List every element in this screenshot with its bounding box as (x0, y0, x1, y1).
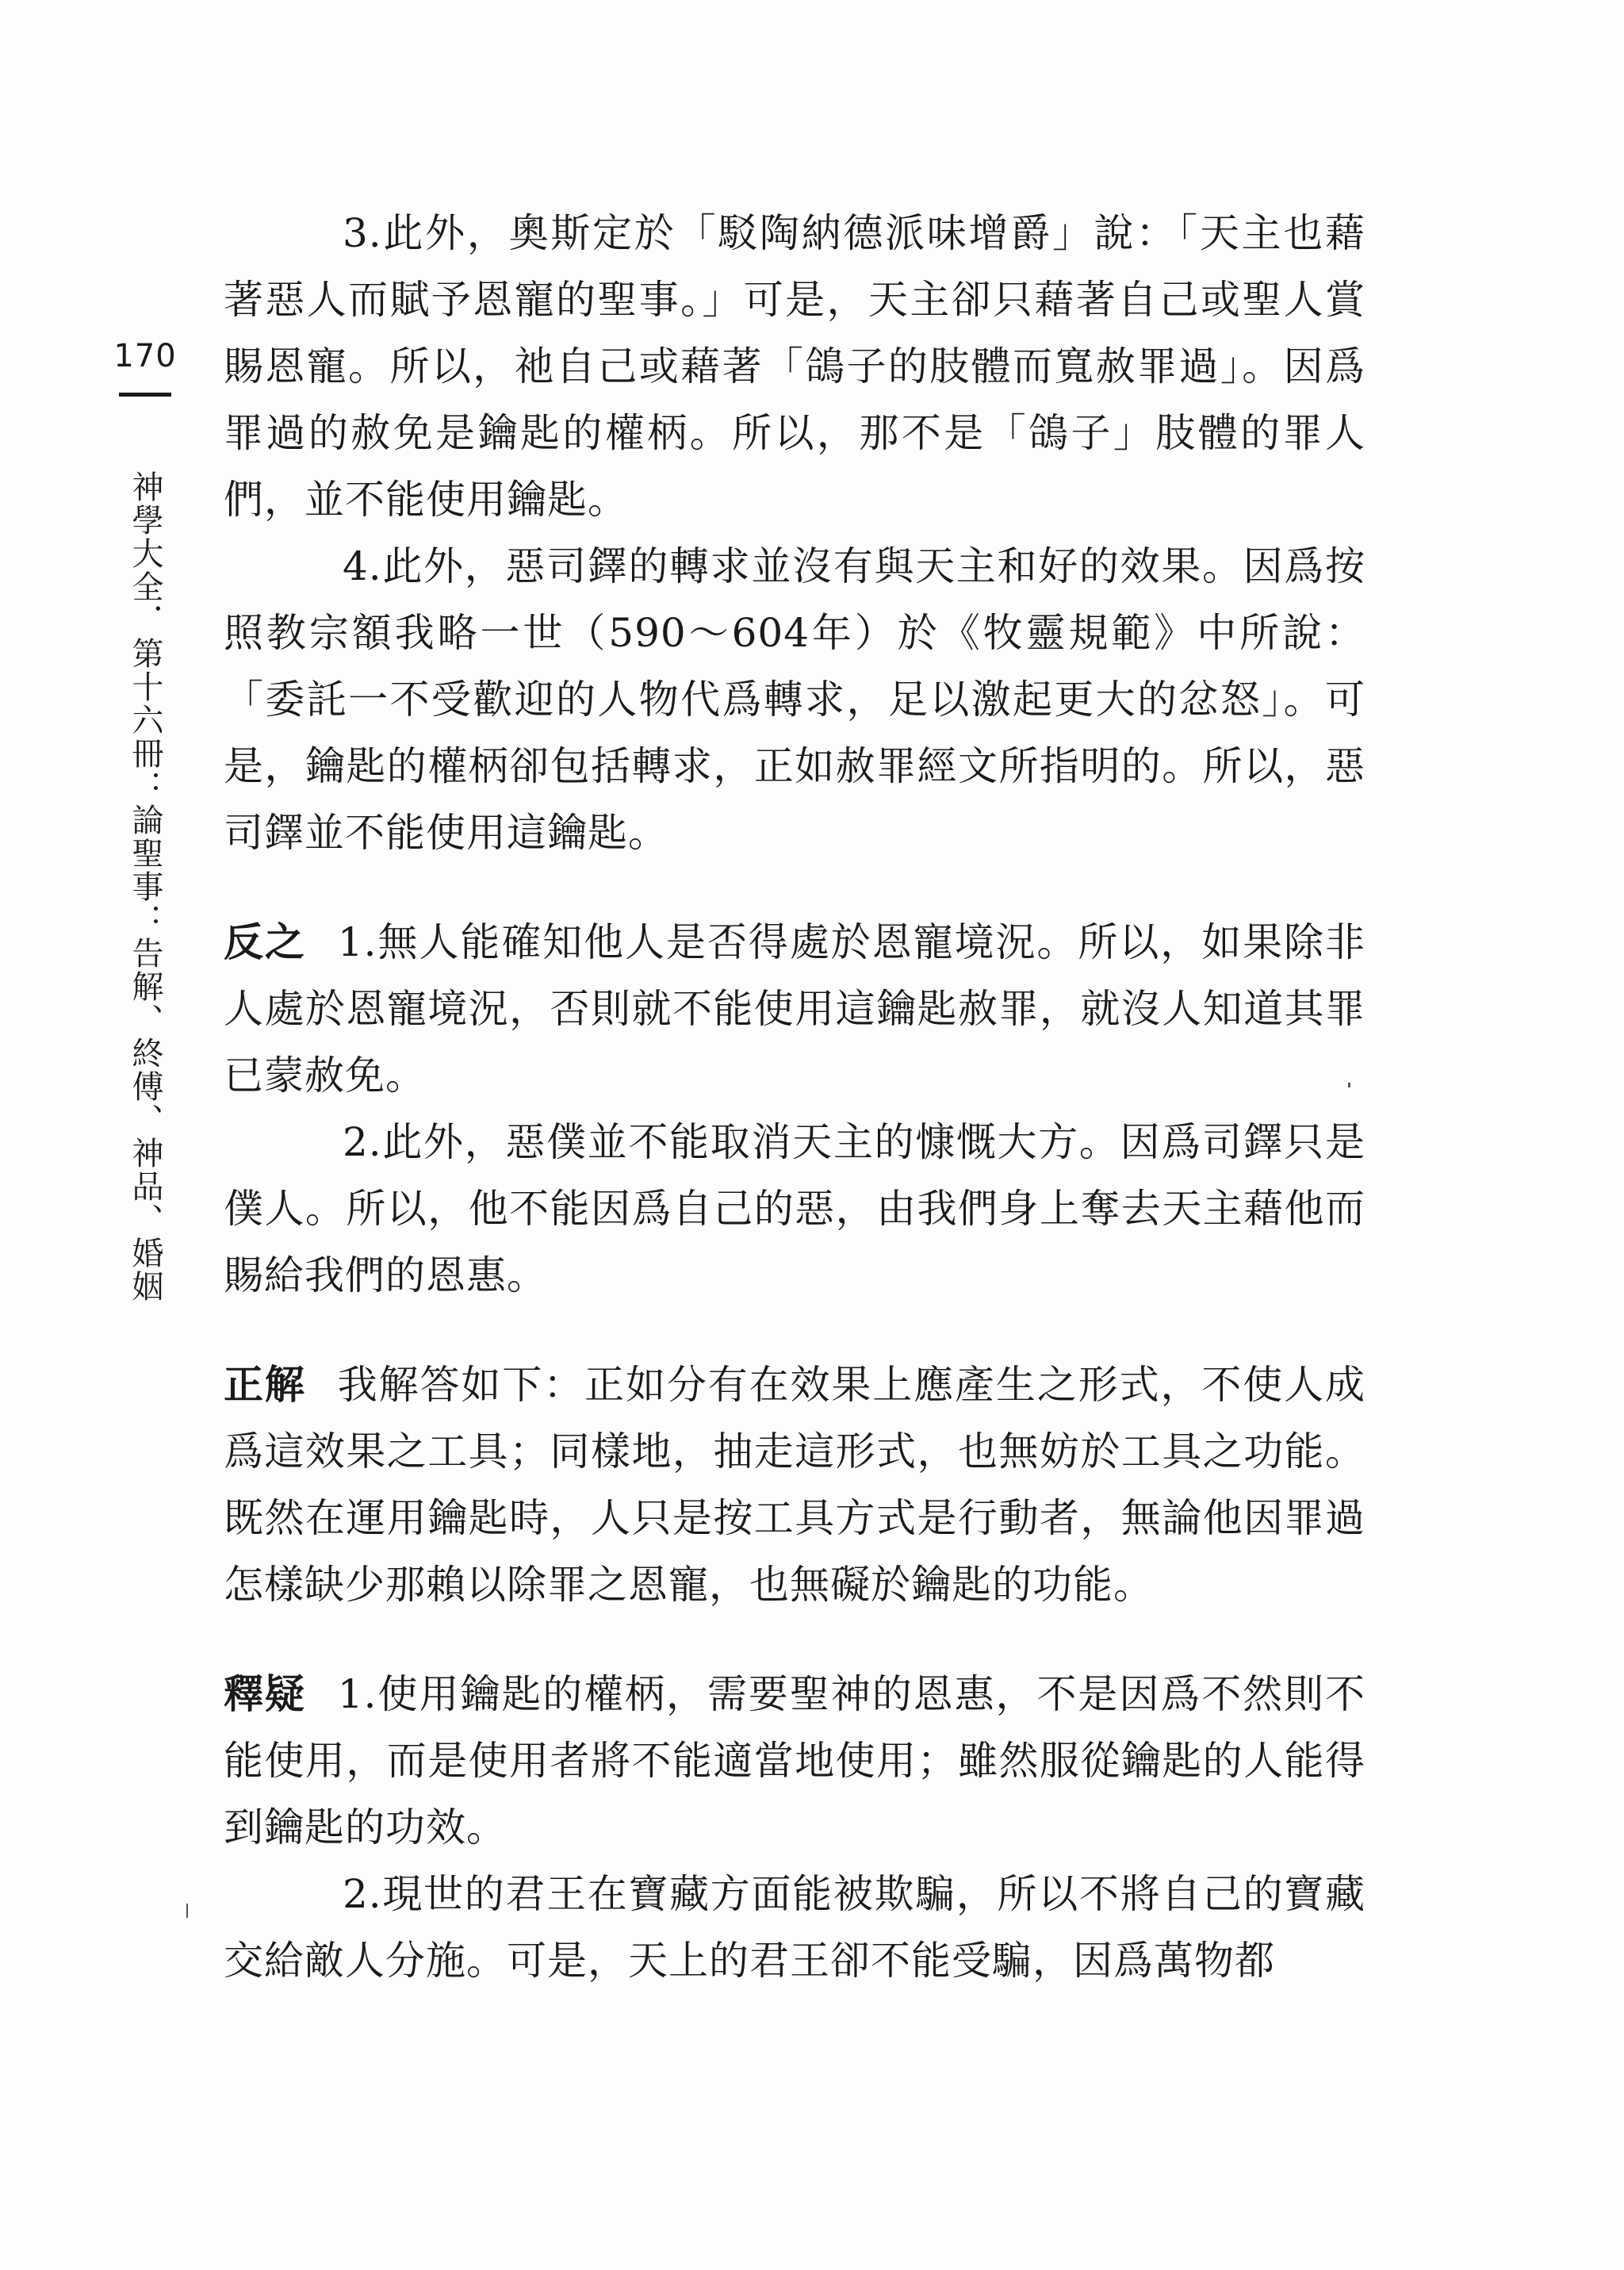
section-heading: 釋疑 (224, 1671, 306, 1717)
running-title: 神學大全．第十六冊：論聖事：告解、終傅、神品、婚姻 (127, 470, 163, 1303)
paragraph-reply-2: 2.現世的君王在寶藏方面能被欺騙，所以不將自己的寶藏交給敵人分施。可是，天上的君王卻不能受騙，因爲萬物都 (224, 1871, 1365, 1984)
page-number: 170 (113, 338, 177, 374)
paragraph-text: 我解答如下：正如分有在效果上應產生之形式，不使人成爲這效果之工具；同樣地，抽走這形式，也無妨於工具之功能。既然在運用鑰匙時，人只是按工具方式是行動者，無論他因罪過怎樣缺少那賴以除罪之恩寵，也無礙於鑰匙的功能。 (224, 1362, 1366, 1608)
section-heading: 正解 (224, 1362, 306, 1408)
paragraph-objection-3: 3.此外，奧斯定於「駁陶納德派味增爵」說：「天主也藉著惡人而賦予恩寵的聖事。」可是，天主卻只藉著自己或聖人賞賜恩寵。所以，祂自己或藉著「鴿子的肢體而寬赦罪過」。因爲罪過的赦免是鑰匙的權柄。所以，那不是「鴿子」肢體的罪人們，並不能使用鑰匙。 (224, 210, 1365, 523)
body-text (224, 200, 1365, 1994)
paragraph-respondeo (224, 1352, 1365, 1618)
paragraph-text: 1.無人能確知他人是否得處於恩寵境況。所以，如果除非人處於恩寵境況，否則就不能使用這鑰匙赦罪，就沒人知道其罪已蒙赦免。 (224, 919, 1365, 1099)
scan-speck (1348, 1083, 1350, 1087)
paragraph-objection-4: 4.此外，惡司鐸的轉求並沒有與天主和好的效果。因爲按照教宗額我略一世（590～604年）於《牧靈規範》中所說：「委託一不受歡迎的人物代爲轉求，足以激起更大的忿怒」。可是，鑰匙的權柄卻包括轉求，正如赦罪經文所指明的。所以，惡司鐸並不能使用這鑰匙。 (224, 543, 1365, 856)
section-replies (224, 1661, 1365, 1994)
paragraph-sed-contra-2: 2.此外，惡僕並不能取消天主的慷慨大方。因爲司鐸只是僕人。所以，他不能因爲自己的惡，由我們身上奪去天主藉他而賜給我們的恩惠。 (224, 1119, 1365, 1298)
paragraph-reply-1 (224, 1661, 1365, 1861)
margin-rule (119, 393, 171, 397)
section-heading: 反之 (224, 919, 306, 965)
paragraph-sed-contra-1 (224, 909, 1365, 1109)
section-respondeo (224, 1352, 1365, 1618)
section-sed-contra (224, 909, 1365, 1309)
paragraph-text: 1.使用鑰匙的權柄，需要聖神的恩惠，不是因爲不然則不能使用，而是使用者將不能適當地使用；雖然服從鑰匙的人能得到鑰匙的功效。 (224, 1671, 1365, 1850)
scan-speck (186, 1904, 188, 1918)
margin-column (109, 337, 181, 1363)
